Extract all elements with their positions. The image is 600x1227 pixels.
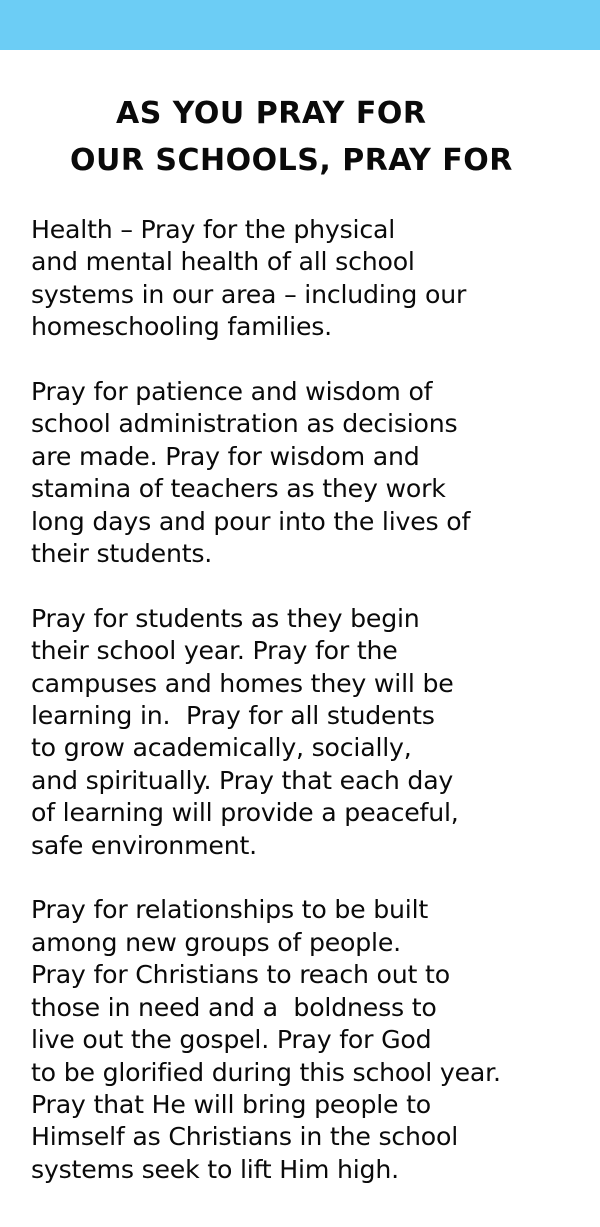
text-line: Health – Pray for the physical: [31, 215, 396, 244]
text-line: safe environment.: [31, 830, 257, 860]
text-line: to grow academically, socially,: [31, 733, 412, 763]
text-line: Pray for relationships to be built: [31, 895, 429, 925]
text-line: learning in. Pray for all students: [31, 701, 435, 731]
title-line-2: OUR SCHOOLS, PRAY FOR: [70, 143, 513, 178]
paragraph-administration: [31, 376, 596, 570]
text-line: school administration as decisions: [31, 409, 458, 439]
text-line: long days and pour into the lives of: [31, 506, 471, 536]
text-line: campuses and homes they will be: [31, 668, 454, 698]
text-line: Pray for students as they begin: [31, 603, 420, 633]
text-line: their school year. Pray for the: [31, 636, 398, 666]
text-line: Pray that He will bring people to: [31, 1089, 432, 1119]
text-line: those in need and a boldness to: [31, 992, 437, 1022]
text-line: systems seek to lift Him high.: [31, 1154, 399, 1184]
text-line: of learning will provide a peaceful,: [31, 798, 459, 828]
text-line: to be glorified during this school year.: [31, 1057, 501, 1087]
page-title: [0, 90, 600, 184]
text-line: Himself as Christians in the school: [31, 1122, 459, 1152]
text-line: systems in our area – including our: [31, 279, 467, 309]
text-line: homeschooling families.: [31, 312, 332, 342]
text-line: their students.: [31, 539, 213, 569]
top-color-band: [0, 0, 600, 50]
prayer-list: [31, 214, 596, 1219]
text-line: and mental health of all school: [31, 247, 415, 277]
title-line-1: AS YOU PRAY FOR: [116, 96, 427, 131]
text-line: Pray for patience and wisdom of: [31, 377, 433, 407]
paragraph-students: [31, 603, 596, 862]
text-line: are made. Pray for wisdom and: [31, 441, 420, 471]
text-line: among new groups of people.: [31, 927, 401, 957]
text-line: Pray for Christians to reach out to: [31, 960, 450, 990]
paragraph-relationships: [31, 894, 596, 1186]
text-line: live out the gospel. Pray for God: [31, 1025, 432, 1055]
text-line: and spiritually. Pray that each day: [31, 765, 454, 795]
text-line: stamina of teachers as they work: [31, 474, 446, 504]
paragraph-health: [31, 214, 596, 344]
